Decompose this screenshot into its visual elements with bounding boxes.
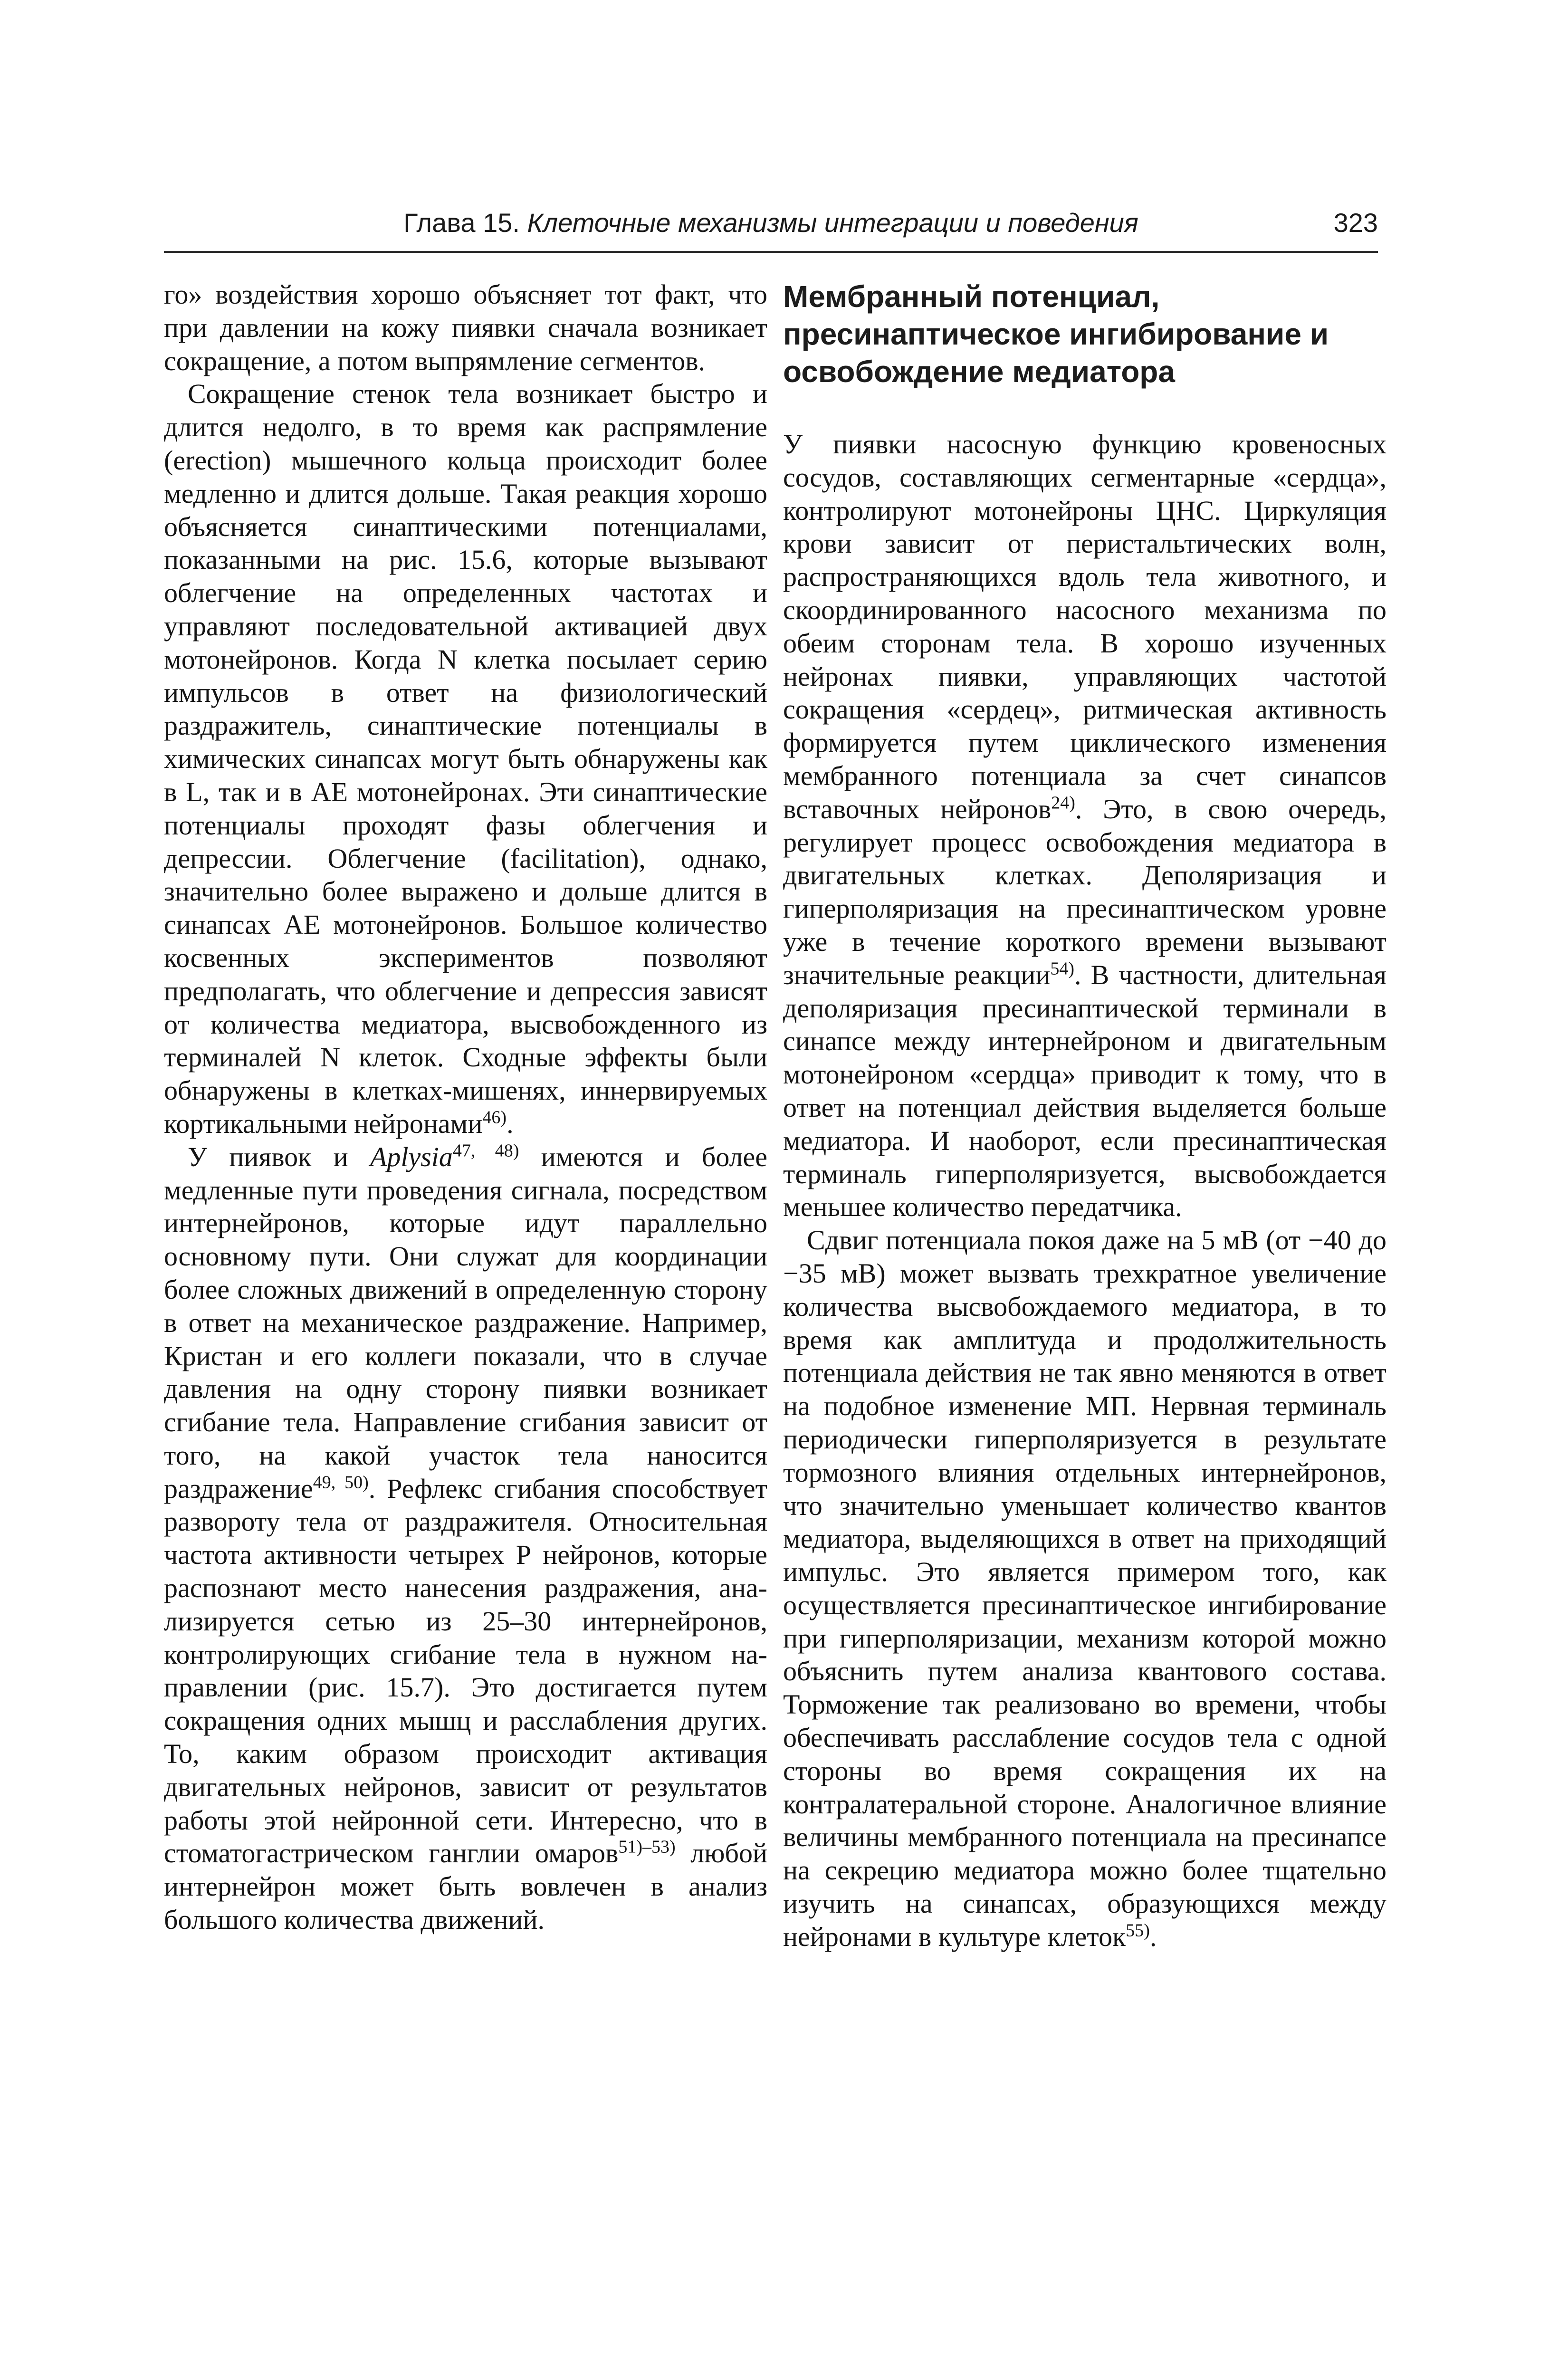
running-header bbox=[164, 202, 1378, 245]
footnote-ref: 47, 48) bbox=[452, 1140, 519, 1161]
footnote-ref: 54) bbox=[1050, 958, 1075, 979]
right-p2-end: . bbox=[1149, 1921, 1157, 1952]
left-p2-text: Сокращение стенок тела возникает быстро и длится недолго, в то время как распрямление (erection) мышечного кольца происходит более медленно и длится дольше. Такая реакция хорошо объясняется синаптическими потенциалами, показанными на рис. 15.6, которые вызывают облегчение на определенных частотах и управляют последовательной активацией двух мотонейронов. Когда N клетка посылает серию импульсов в ответ на физиологический раздражитель, синаптические потенциалы в химических синапсах могут быть обнаружены как в L, так и в АЕ мотонейронах. Эти синаптические потенциалы проходят фазы облегчения и депрессии. Облегчение (facilitation), однако, значительно более выражено и дольше длится в синапсах АЕ мотонейронов. Большое количество косвенных экспериментов позволяют предполагать, что облегчение и депрессия зависят от количества медиатора, высвобожденного из терминалей N клеток. Сходные эффекты были обнаружены в клетках-мишенях, иннервируемых кортикальными нейронами bbox=[164, 378, 767, 1139]
left-column bbox=[164, 278, 767, 1936]
running-title bbox=[164, 207, 1378, 238]
right-p2-text: Сдвиг потенциала покоя даже на 5 мВ (от −40 до −35 мВ) может вызвать трехкратное увеличение количества высвобождаемого медиатора, в то время как амплитуда и продолжительность потенциала действия не так явно меняются в ответ на подобное изменение МП. Нервная терминаль периодически гиперполяризуется в результате тормозного влияния отдельных интернейронов, что значительно уменьшает количество квантов медиатора, выделяющихся в ответ на приходящий импульс. Это является примером того, как осуществляется пресинаптическое ингибирование при гиперполяризации, механизм которой можно объяснить путем анализа квантового состава. Торможение так реализовано во времени, чтобы обеспечивать расслабление сосудов тела с одной стороны во время сокращения их на контралатеральной стороне. Аналогичное влияние величины мембранного потенциала на пресинапсе на секрецию медиатора можно более тщательно изучить на синапсах, образующихся между нейронами в культуре клеток bbox=[783, 1225, 1386, 1952]
left-p3-start: У пиявок и bbox=[188, 1141, 370, 1172]
aplysia-term: Aplysia bbox=[370, 1141, 453, 1172]
footnote-ref: 49, 50) bbox=[313, 1472, 369, 1493]
right-column bbox=[783, 278, 1386, 1954]
left-p3-mid: имеются и более медленные пути проведения сигнала, посредством интернейронов, которые идут параллельно основному пути. Они служат для координации более сложных движений в определенную сторону в ответ на механическое раздражение. Например, Кристан и его коллеги показали, что в случае давления на одну сторону пиявки возникает сгибание тела. Направление сгибания зависит от того, на какой участок тела наносится раздражение bbox=[164, 1141, 767, 1504]
header-rule bbox=[164, 251, 1378, 253]
right-paragraph-1 bbox=[783, 428, 1386, 1224]
right-p1-mid: . Это, в свою очередь, регулирует процесс освобождения медиатора в двигательных клетках. Деполяризация и гиперполяризация на пресинаптическом уровне уже в течение короткого времени вызывают значительные реакции bbox=[783, 793, 1386, 990]
chapter-number: Глава 15. bbox=[403, 208, 520, 238]
left-p3-mid2: . Рефлекс сгибания способствует развороту тела от раздражителя. Относительная частота активности четырех Р нейронов, которые распознают место нанесения раздражения, анализируется сетью из 25–30 интернейронов, контролирующих сгибание тела в нужном направлении (рис. 15.7). Это достигается путем сокращения одних мышц и расслабления других. То, каким образом происходит активация двигательных нейронов, зависит от результатов работы этой нейронной сети. Интересно, что в стоматогастрическом ганглии омаров bbox=[164, 1473, 768, 1869]
left-paragraph-2 bbox=[164, 377, 767, 1140]
left-p3-end: любой интернейрон может быть вовлечен в анализ большого количества движений. bbox=[164, 1838, 768, 1935]
right-p1-text: У пиявки насосную функцию кровеносных сосудов, составляющих сегментарные «сердца», контролируют мотонейроны ЦНС. Циркуляция крови зависит от перистальтических волн, распространяющихся вдоль тела животного, и скоординированного насосного механизма по обеим сторонам тела. В хорошо изученных нейронах пиявки, управляющих частотой сокращения «сердец», ритмическая активность формируется путем циклического изменения мембранного потенциала за счет синапсов вставочных нейронов bbox=[783, 429, 1386, 824]
left-p2-end: . bbox=[507, 1108, 514, 1139]
page-number: 323 bbox=[1333, 208, 1378, 238]
left-paragraph-3 bbox=[164, 1140, 767, 1936]
right-paragraph-2 bbox=[783, 1224, 1386, 1954]
footnote-ref: 24) bbox=[1051, 793, 1075, 813]
footnote-ref: 55) bbox=[1126, 1920, 1150, 1941]
left-paragraph-1: го» воздействия хорошо объясняет тот факт, что при давлении на кожу пиявки сначала возникает сокращение, а потом выпрямление сегментов. bbox=[164, 279, 767, 376]
chapter-title: Клеточные механизмы интеграции и поведения bbox=[527, 208, 1138, 238]
section-heading: Мембранный потенциал, пресинаптическое ингибирование и освобождение медиатора bbox=[783, 279, 1329, 389]
footnote-ref: 46) bbox=[482, 1107, 507, 1128]
footnote-ref: 51)–53) bbox=[618, 1837, 676, 1858]
right-p1-end: . В частности, длительная деполяризация пресинаптической терминали в синапсе между интернейроном и двигательным мотонейроном «сердца» приводит к тому, что в ответ на потенциал действия выделяется больше медиатора. И наоборот, если пресинаптическая терминаль гиперполяризуется, высвобождается меньшее количество передатчика. bbox=[783, 959, 1386, 1223]
